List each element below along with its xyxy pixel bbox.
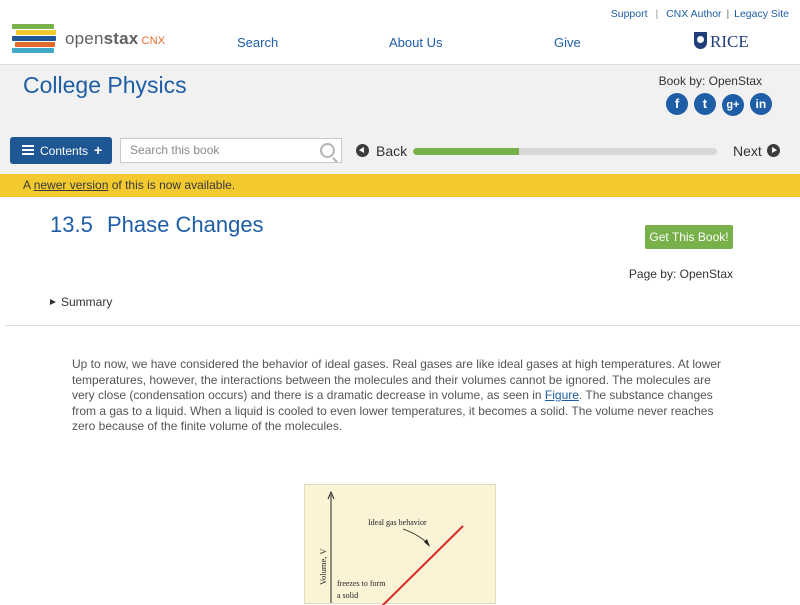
book-header xyxy=(0,64,800,136)
nav-search[interactable]: Search xyxy=(237,35,279,50)
support-link[interactable]: Support xyxy=(610,8,648,20)
utility-links xyxy=(611,8,789,20)
contents-label: Contents xyxy=(40,144,89,158)
utility-divider: | xyxy=(726,8,730,20)
list-icon xyxy=(22,145,34,155)
page-title: Phase Changes xyxy=(107,212,264,237)
search-input[interactable] xyxy=(120,138,342,163)
facebook-icon[interactable]: f xyxy=(666,93,688,115)
rice-shield-icon xyxy=(694,32,707,49)
search-icon[interactable] xyxy=(320,143,335,158)
back-arrow-icon[interactable] xyxy=(356,144,369,157)
phase-change-figure xyxy=(304,484,496,604)
plus-icon: + xyxy=(94,142,103,158)
openstax-cnx-logo[interactable] xyxy=(12,24,172,54)
next-button[interactable]: Next xyxy=(733,143,762,159)
cnx-author-link[interactable]: CNX Author xyxy=(666,8,722,20)
nav-about-us[interactable]: About Us xyxy=(389,35,443,50)
next-arrow-icon[interactable] xyxy=(767,144,780,157)
freeze-annotation-line1: freezes to form xyxy=(337,579,386,588)
divider xyxy=(5,325,800,326)
get-this-book-button[interactable]: Get This Book! xyxy=(645,225,733,249)
newer-version-notice: A newer version of this is now available. xyxy=(0,174,800,197)
section-number: 13.5 xyxy=(50,212,93,237)
back-button[interactable]: Back xyxy=(376,143,408,159)
book-title[interactable]: College Physics xyxy=(23,72,187,98)
annotation-arrow-icon xyxy=(424,539,430,547)
logo-wordmark: openstax CNX xyxy=(65,29,166,48)
ideal-gas-line xyxy=(381,526,463,605)
book-author: Book by: OpenStax xyxy=(658,74,762,88)
search-placeholder: Search this book xyxy=(130,143,220,157)
nav-give[interactable]: Give xyxy=(554,35,581,50)
newer-version-link[interactable]: newer version xyxy=(33,178,109,192)
google-plus-icon[interactable]: g+ xyxy=(722,94,744,116)
page-author: Page by: OpenStax xyxy=(628,267,733,281)
utility-divider: | xyxy=(655,8,659,20)
progress-fill xyxy=(413,148,519,155)
disclosure-triangle-icon xyxy=(50,299,56,305)
legacy-site-link[interactable]: Legacy Site xyxy=(734,8,789,20)
figure-graphic xyxy=(305,485,497,605)
linkedin-icon[interactable]: in xyxy=(750,93,772,115)
summary-toggle[interactable]: Summary xyxy=(50,295,112,309)
book-progress-bar xyxy=(413,148,717,155)
contents-button[interactable] xyxy=(10,137,112,164)
freeze-annotation-line2: a solid xyxy=(337,591,359,600)
twitter-icon[interactable]: t xyxy=(694,93,716,115)
books-logo-icon xyxy=(12,24,58,54)
body-paragraph: Up to now, we have considered the behavior of ideal gases. Real gases are like ideal gases at high temperatures. At lower temperatures, however, the interactions between the molecules and their volumes cannot be ignored. The molecules are very close (condensation occurs) and there is a dramatic decrease in volume, as seen in Figure. The substance changes from a gas to a liquid. When a liquid is cooled to even lower temperatures, it becomes a solid. The volume never reaches zero because of the finite volume of the molecules. xyxy=(72,357,722,433)
ideal-gas-annotation: Ideal gas behavior xyxy=(368,518,427,527)
y-axis-label: Volume, V xyxy=(318,548,328,585)
figure-link[interactable]: Figure xyxy=(544,388,579,402)
social-share xyxy=(666,93,773,116)
rice-logo[interactable]: RICE xyxy=(694,32,754,52)
book-toolbar xyxy=(0,135,800,174)
